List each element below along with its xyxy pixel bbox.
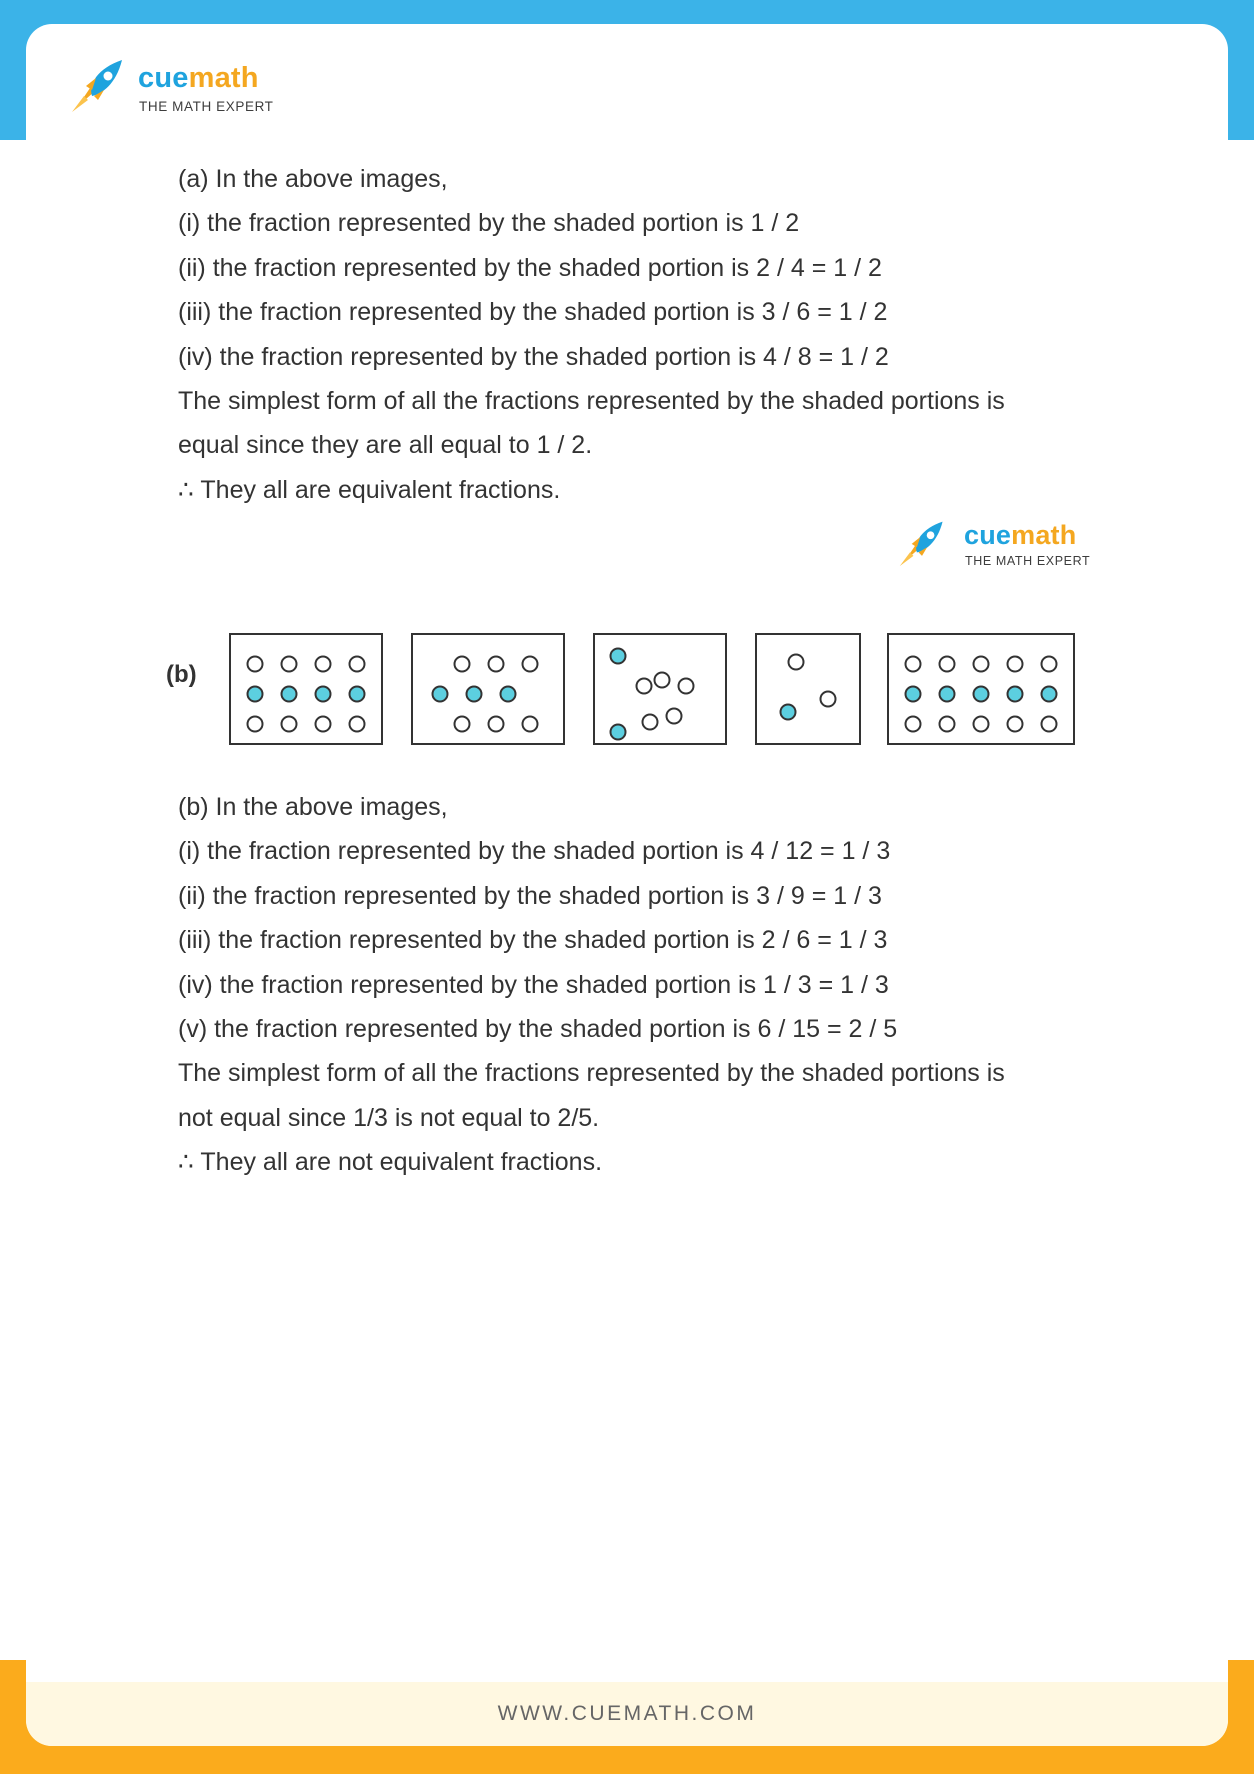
unshaded-dot <box>643 715 658 730</box>
unshaded-dot <box>455 717 470 732</box>
unshaded-dot <box>282 717 297 732</box>
logo-name-cue: cue <box>138 62 189 94</box>
section-b-line: ∴ They all are not equivalent fractions. <box>178 1148 603 1177</box>
section-b-line: (b) In the above images, <box>178 793 448 821</box>
unshaded-dot <box>655 673 670 688</box>
section-a-line: (iii) the fraction represented by the shaded portion is 3 / 6 = 1 / 2 <box>178 298 888 327</box>
section-b-line: (i) the fraction represented by the shaded portion is 4 / 12 = 1 / 3 <box>178 837 891 866</box>
shaded-dot <box>906 687 921 702</box>
unshaded-dot <box>974 717 989 732</box>
section-a-line: (iv) the fraction represented by the shaded portion is 4 / 8 = 1 / 2 <box>178 342 889 371</box>
logo-tagline: THE MATH EXPERT <box>139 99 274 114</box>
unshaded-dot <box>974 657 989 672</box>
unshaded-dot <box>316 717 331 732</box>
footer-url: WWW.CUEMATH.COM <box>497 1702 757 1725</box>
unshaded-dot <box>1008 657 1023 672</box>
figure-b-label: (b) <box>166 661 197 688</box>
logo-tagline: THE MATH EXPERT <box>965 554 1091 568</box>
page-card <box>26 24 1228 1746</box>
logo-name-math: math <box>188 62 259 94</box>
logo-name-math: math <box>1011 520 1077 550</box>
unshaded-dot <box>789 655 804 670</box>
logo-name-cue: cue <box>964 520 1012 550</box>
shaded-dot <box>611 725 626 740</box>
shaded-dot <box>282 687 297 702</box>
shaded-dot <box>316 687 331 702</box>
section-a-line: equal since they are all equal to 1 / 2. <box>178 431 593 460</box>
unshaded-dot <box>455 657 470 672</box>
section-b-line: (ii) the fraction represented by the shaded portion is 3 / 9 = 1 / 3 <box>178 881 882 910</box>
unshaded-dot <box>316 657 331 672</box>
unshaded-dot <box>906 657 921 672</box>
section-b-line: not equal since 1/3 is not equal to 2/5. <box>178 1103 600 1132</box>
section-a-line: (ii) the fraction represented by the shaded portion is 2 / 4 = 1 / 2 <box>178 253 882 282</box>
section-a-line: (a) In the above images, <box>178 165 448 193</box>
unshaded-dot <box>350 657 365 672</box>
unshaded-dot <box>248 657 263 672</box>
section-b-text <box>178 785 1158 1185</box>
shaded-dot <box>248 687 263 702</box>
shaded-dot <box>940 687 955 702</box>
footer <box>26 1682 1228 1746</box>
section-b-line: (iii) the fraction represented by the shaded portion is 2 / 6 = 1 / 3 <box>178 926 888 955</box>
unshaded-dot <box>1042 657 1057 672</box>
unshaded-dot <box>667 709 682 724</box>
unshaded-dot <box>1042 717 1057 732</box>
section-a-line: (i) the fraction represented by the shaded portion is 1 / 2 <box>178 209 800 238</box>
section-b-line: (iv) the fraction represented by the shaded portion is 1 / 3 = 1 / 3 <box>178 970 889 999</box>
shaded-dot <box>1008 687 1023 702</box>
unshaded-dot <box>248 717 263 732</box>
shaded-dot <box>467 687 482 702</box>
unshaded-dot <box>637 679 652 694</box>
fraction-box <box>756 634 860 744</box>
unshaded-dot <box>679 679 694 694</box>
shaded-dot <box>350 687 365 702</box>
unshaded-dot <box>523 657 538 672</box>
unshaded-dot <box>489 657 504 672</box>
unshaded-dot <box>489 717 504 732</box>
unshaded-dot <box>940 717 955 732</box>
shaded-dot <box>501 687 516 702</box>
shaded-dot <box>611 649 626 664</box>
shaded-dot <box>974 687 989 702</box>
shaded-dot <box>433 687 448 702</box>
unshaded-dot <box>282 657 297 672</box>
section-a-line: The simplest form of all the fractions represented by the shaded portions is <box>178 387 1005 416</box>
section-a-line: ∴ They all are equivalent fractions. <box>178 475 561 504</box>
unshaded-dot <box>350 717 365 732</box>
unshaded-dot <box>906 717 921 732</box>
unshaded-dot <box>1008 717 1023 732</box>
unshaded-dot <box>940 657 955 672</box>
shaded-dot <box>1042 687 1057 702</box>
unshaded-dot <box>821 692 836 707</box>
unshaded-dot <box>523 717 538 732</box>
shaded-dot <box>781 705 796 720</box>
section-b-line: The simplest form of all the fractions represented by the shaded portions is <box>178 1059 1005 1088</box>
section-b-line: (v) the fraction represented by the shaded portion is 6 / 15 = 2 / 5 <box>178 1015 898 1044</box>
